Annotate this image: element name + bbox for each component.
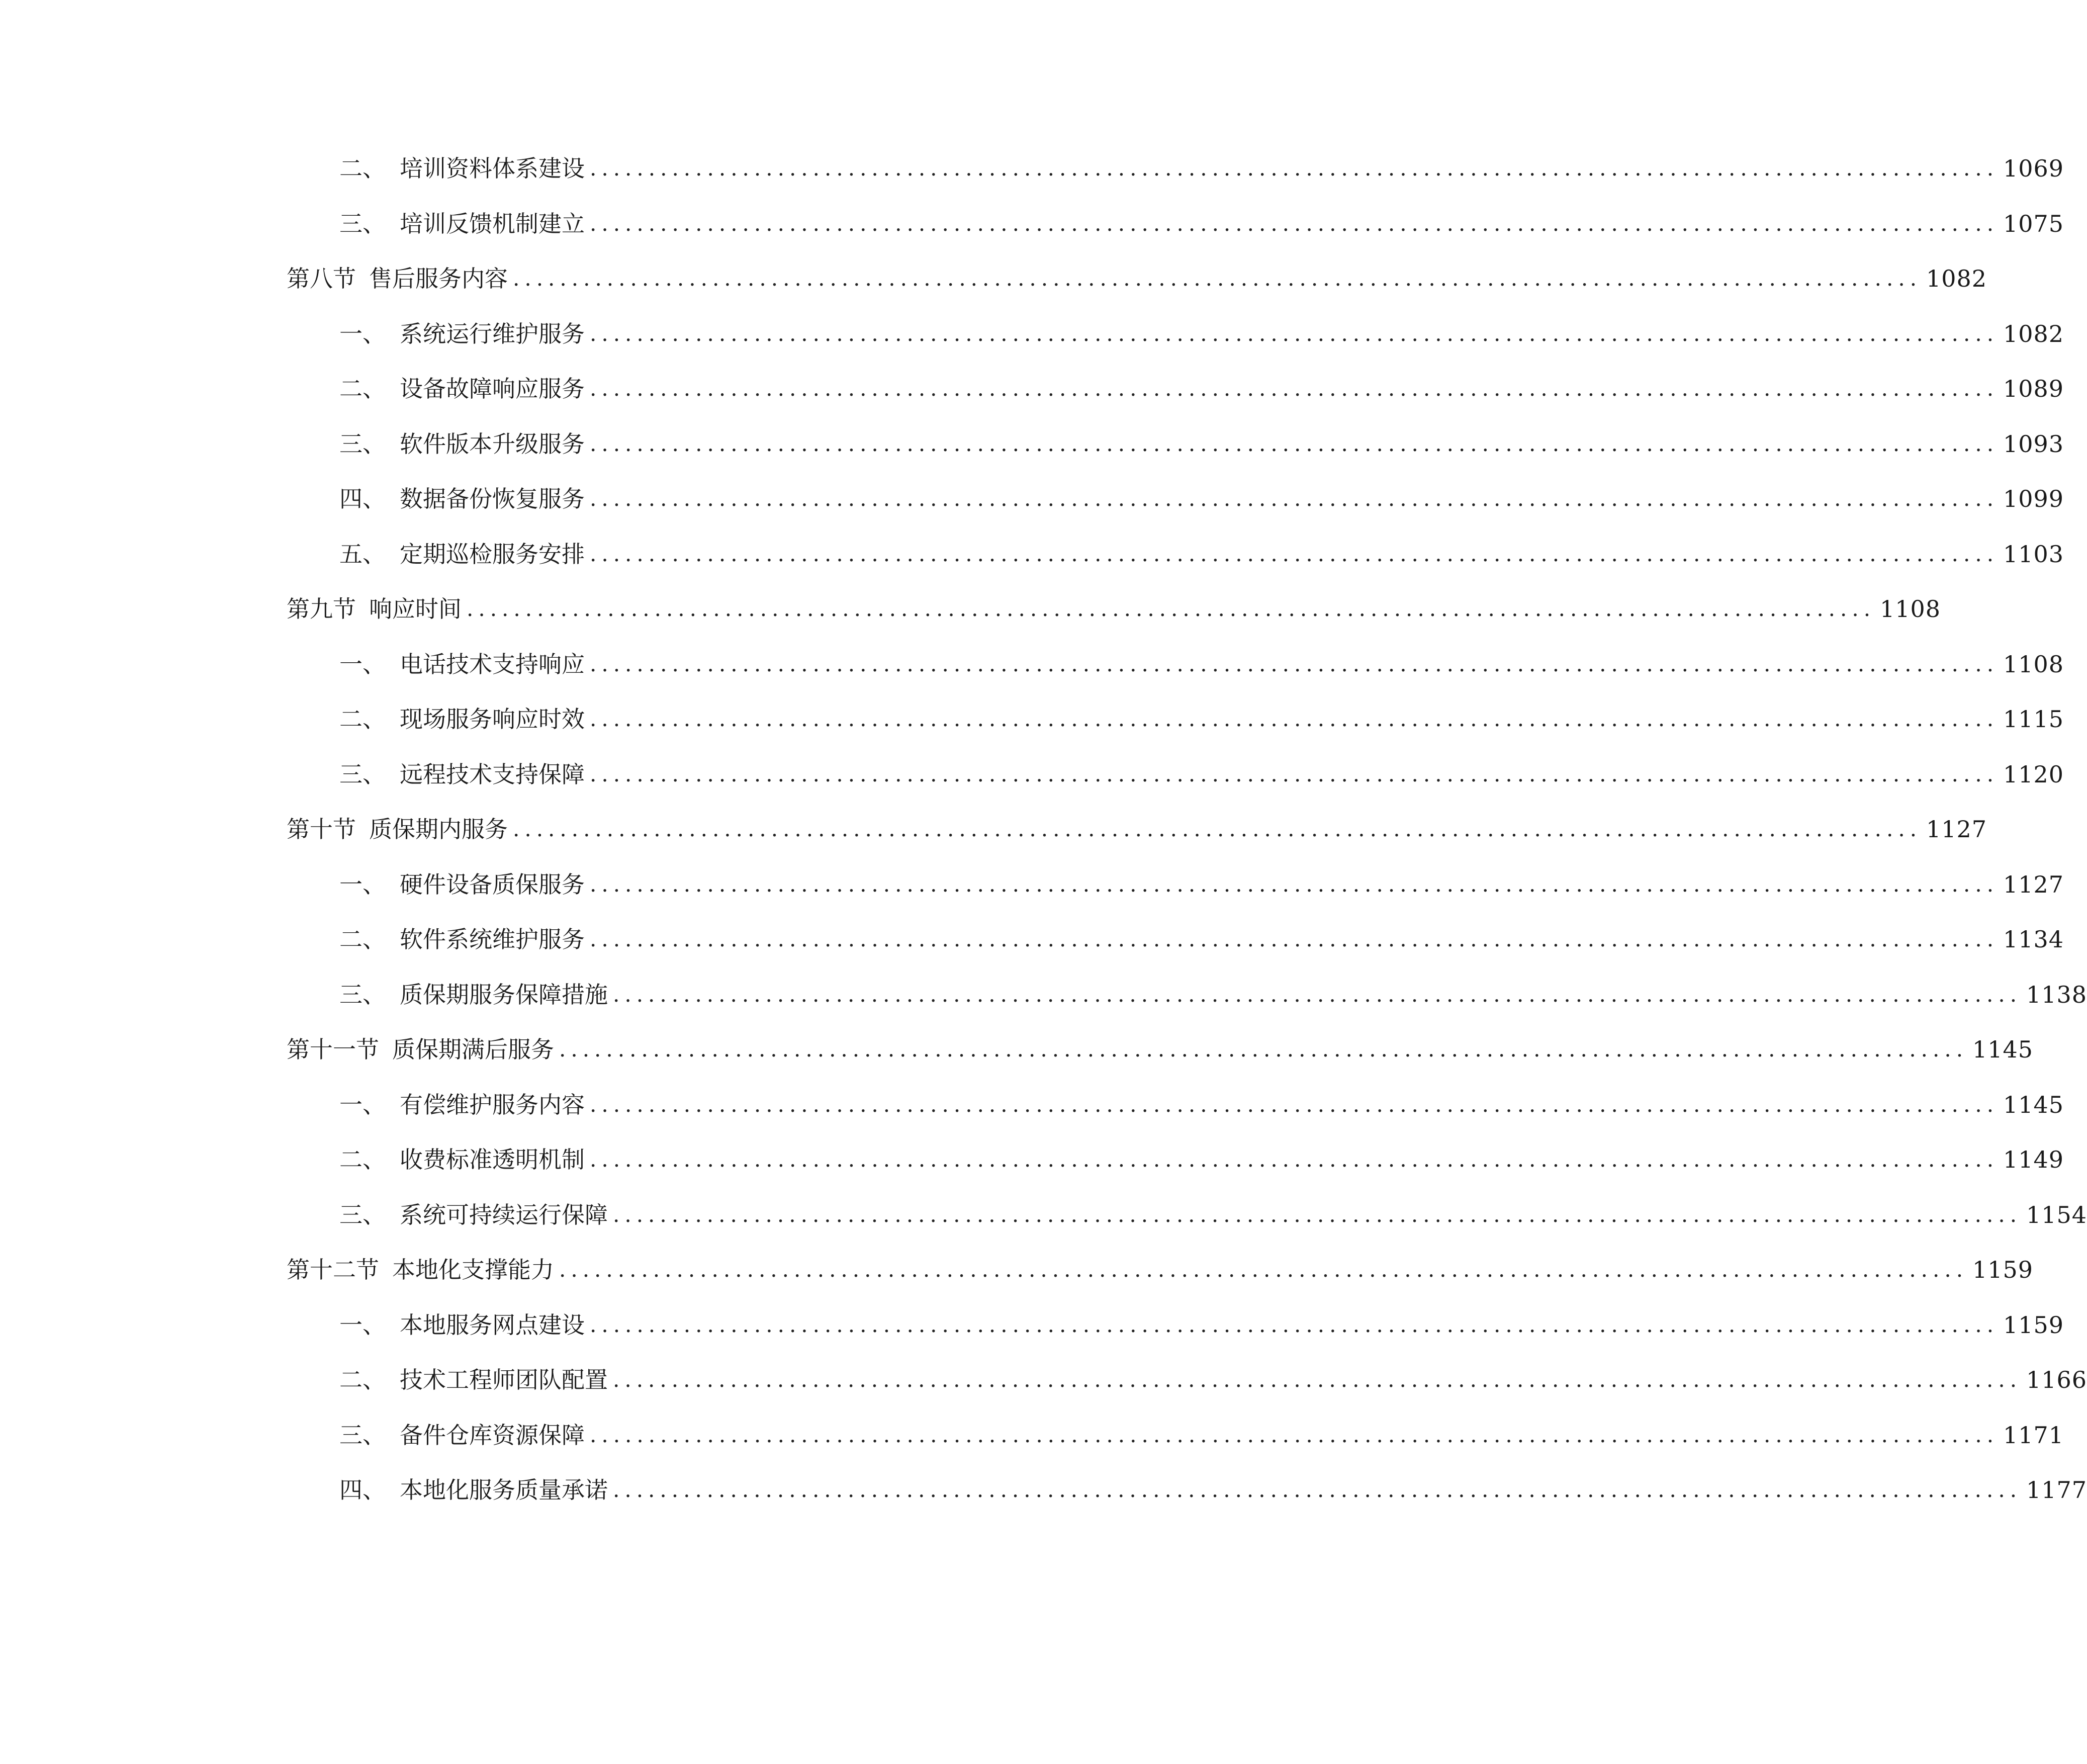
toc-entry-page: 1166 <box>2026 1366 2087 1393</box>
toc-entry-number: 二、 <box>339 1146 386 1173</box>
toc-entry-page: 1075 <box>2003 210 2064 237</box>
toc-entry-page: 1171 <box>2003 1422 2064 1449</box>
toc-section-title: 响应时间 <box>369 595 462 623</box>
toc-entry-number: 四、 <box>339 485 386 512</box>
toc-entry-content <box>287 809 1987 849</box>
toc-entry-number: 二、 <box>339 926 386 953</box>
toc-entry-page: 1134 <box>2003 926 2064 953</box>
toc-entry-content <box>339 1195 2087 1235</box>
toc-entry-title: 定期巡检服务安排 <box>400 541 585 568</box>
toc-section-page: 1145 <box>1972 1036 2034 1063</box>
dot-leader: ........................................................................................................................ <box>613 1367 2022 1392</box>
dot-leader: ........................................................................................................................ <box>590 156 1999 181</box>
dot-leader: ........................................................................................................................ <box>590 1423 1999 1447</box>
toc-entry-page: 1069 <box>2003 155 2064 182</box>
dot-leader: ........................................................................................................................ <box>590 707 1999 731</box>
toc-entry-content <box>339 314 2064 354</box>
toc-entry-number: 一、 <box>339 320 386 347</box>
toc-entry[interactable] <box>0 1415 2064 1455</box>
toc-entry-page: 1145 <box>2003 1091 2064 1118</box>
toc-entry-title: 软件版本升级服务 <box>400 430 585 458</box>
toc-entry-title: 技术工程师团队配置 <box>400 1366 608 1393</box>
toc-entry-content <box>339 864 2064 905</box>
dot-leader: ........................................................................................................................ <box>613 982 2022 1007</box>
toc-entry-number: 二、 <box>339 375 386 402</box>
toc-section-page: 1159 <box>1972 1256 2034 1283</box>
toc-entry[interactable] <box>0 644 2064 684</box>
toc-entry[interactable] <box>0 148 2064 189</box>
toc-entry[interactable] <box>0 1139 2064 1180</box>
dot-leader: ........................................................................................................................ <box>590 1312 1999 1337</box>
toc-entry-page: 1089 <box>2003 375 2064 402</box>
toc-entry-title: 远程技术支持保障 <box>400 761 585 788</box>
dot-leader: ........................................................................................................................ <box>613 1202 2022 1227</box>
toc-section[interactable] <box>0 258 1987 299</box>
dot-leader: ........................................................................................................................ <box>590 211 1999 236</box>
toc-section-number: 第九节 <box>287 595 356 623</box>
toc-section[interactable] <box>0 1029 2034 1070</box>
toc-entry-title: 软件系统维护服务 <box>400 926 585 953</box>
toc-entry[interactable] <box>0 204 2064 244</box>
toc-entry-number: 三、 <box>339 981 386 1008</box>
toc-entry-title: 系统可持续运行保障 <box>400 1201 608 1228</box>
toc-section-title: 质保期内服务 <box>369 816 508 843</box>
toc-section-number: 第十一节 <box>287 1036 379 1063</box>
toc-entry-content <box>339 644 2064 684</box>
toc-entry-page: 1120 <box>2003 761 2064 788</box>
toc-entry-content <box>339 975 2087 1015</box>
toc-entry-content <box>339 1305 2064 1345</box>
toc-entry-title: 收费标准透明机制 <box>400 1146 585 1173</box>
toc-section-title: 质保期满后服务 <box>392 1036 554 1063</box>
toc-entry-number: 二、 <box>339 1366 386 1393</box>
toc-entry-content <box>287 589 1941 629</box>
toc-entry-page: 1115 <box>2003 705 2064 733</box>
toc-entry-content <box>339 1085 2064 1125</box>
toc-section-page: 1108 <box>1880 595 1941 623</box>
toc-entry[interactable] <box>0 314 2064 354</box>
toc-entry-number: 五、 <box>339 541 386 568</box>
toc-entry-content <box>339 699 2064 739</box>
dot-leader: ........................................................................................................................ <box>559 1257 1968 1282</box>
toc-entry-content <box>339 754 2064 795</box>
toc-section-number: 第十节 <box>287 816 356 843</box>
toc-entry-number: 三、 <box>339 430 386 458</box>
toc-entry[interactable] <box>0 1085 2064 1125</box>
toc-entry-title: 本地服务网点建设 <box>400 1311 585 1339</box>
toc-entry-page: 1149 <box>2003 1146 2064 1173</box>
toc-entry-number: 三、 <box>339 1201 386 1228</box>
toc-entry-content <box>339 534 2064 574</box>
toc-entry-title: 现场服务响应时效 <box>400 705 585 733</box>
toc-entry-title: 培训资料体系建设 <box>400 155 585 182</box>
toc-entry-title: 设备故障响应服务 <box>400 375 585 402</box>
toc-entry-content <box>339 1360 2087 1400</box>
dot-leader: ........................................................................................................................ <box>590 376 1999 401</box>
dot-leader: ........................................................................................................................ <box>590 927 1999 951</box>
toc-entry-content <box>339 479 2064 519</box>
toc-entry-number: 一、 <box>339 1311 386 1339</box>
toc-entry[interactable] <box>0 699 2064 739</box>
toc-entry-title: 硬件设备质保服务 <box>400 871 585 898</box>
toc-entry-title: 备件仓库资源保障 <box>400 1422 585 1449</box>
toc-section[interactable] <box>0 1250 2034 1290</box>
toc-entry-content <box>339 1415 2064 1455</box>
toc-entry-number: 三、 <box>339 1422 386 1449</box>
toc-section-number: 第八节 <box>287 265 356 292</box>
toc-entry-content <box>287 258 1987 299</box>
dot-leader: ........................................................................................................................ <box>590 321 1999 346</box>
toc-entry-page: 1093 <box>2003 430 2064 458</box>
toc-entry-number: 二、 <box>339 705 386 733</box>
toc-entry-content <box>339 204 2064 244</box>
toc-entry-number: 一、 <box>339 1091 386 1118</box>
toc-entry[interactable] <box>0 369 2064 409</box>
toc-section-page: 1127 <box>1926 816 1987 843</box>
toc-entry-page: 1099 <box>2003 485 2064 512</box>
toc-entry[interactable] <box>0 1305 2064 1345</box>
toc-section[interactable] <box>0 809 1987 849</box>
dot-leader: ........................................................................................................................ <box>513 817 1922 841</box>
toc-entry-number: 三、 <box>339 210 386 237</box>
toc-entry-page: 1159 <box>2003 1311 2064 1339</box>
dot-leader: ........................................................................................................................ <box>590 652 1999 676</box>
toc-entry-content <box>339 369 2064 409</box>
toc-entry-title: 电话技术支持响应 <box>400 651 585 678</box>
dot-leader: ........................................................................................................................ <box>513 266 1922 291</box>
toc-entry[interactable] <box>0 754 2064 795</box>
toc-entry-content <box>339 1139 2064 1180</box>
toc-section[interactable] <box>0 589 1941 629</box>
toc-entry-content <box>339 424 2064 464</box>
dot-leader: ........................................................................................................................ <box>590 431 1999 456</box>
dot-leader: ........................................................................................................................ <box>590 762 1999 786</box>
toc-entry-page: 1138 <box>2026 981 2087 1008</box>
toc-entry-title: 质保期服务保障措施 <box>400 981 608 1008</box>
toc-entry-content <box>339 1470 2087 1510</box>
toc-entry-number: 三、 <box>339 761 386 788</box>
toc-entry-title: 系统运行维护服务 <box>400 320 585 347</box>
toc-entry[interactable] <box>0 1360 2087 1400</box>
dot-leader: ........................................................................................................................ <box>559 1037 1968 1062</box>
toc-entry[interactable] <box>0 864 2064 905</box>
toc-entry-number: 一、 <box>339 651 386 678</box>
toc-entry-page: 1127 <box>2003 871 2064 898</box>
toc-entry-title: 本地化服务质量承诺 <box>400 1476 608 1504</box>
dot-leader: ........................................................................................................................ <box>590 872 1999 897</box>
dot-leader: ........................................................................................................................ <box>590 542 1999 566</box>
toc-entry-number: 二、 <box>339 155 386 182</box>
toc-entry-page: 1108 <box>2003 651 2064 678</box>
dot-leader: ........................................................................................................................ <box>613 1477 2022 1502</box>
toc-entry[interactable] <box>0 1470 2087 1510</box>
dot-leader: ........................................................................................................................ <box>590 486 1999 511</box>
toc-entry[interactable] <box>0 424 2064 464</box>
toc-entry[interactable] <box>0 975 2087 1015</box>
toc-section-title: 售后服务内容 <box>369 265 508 292</box>
toc-entry-content <box>287 1029 2034 1070</box>
toc-section-title: 本地化支撑能力 <box>392 1256 554 1283</box>
toc-entry-page: 1177 <box>2026 1476 2087 1504</box>
dot-leader: ........................................................................................................................ <box>467 596 1876 621</box>
toc-section-page: 1082 <box>1926 265 1987 292</box>
toc-entry-title: 培训反馈机制建立 <box>400 210 585 237</box>
toc-entry-page: 1154 <box>2026 1201 2087 1228</box>
toc-entry[interactable] <box>0 479 2064 519</box>
toc-entry-page: 1103 <box>2003 541 2064 568</box>
toc-entry-title: 有偿维护服务内容 <box>400 1091 585 1118</box>
toc-entry-title: 数据备份恢复服务 <box>400 485 585 512</box>
toc-entry-content <box>339 919 2064 959</box>
toc-entry[interactable] <box>0 919 2064 959</box>
toc-entry[interactable] <box>0 1195 2087 1235</box>
toc-section-number: 第十二节 <box>287 1256 379 1283</box>
dot-leader: ........................................................................................................................ <box>590 1092 1999 1117</box>
toc-entry-number: 一、 <box>339 871 386 898</box>
toc-entry-number: 四、 <box>339 1476 386 1504</box>
toc-entry[interactable] <box>0 534 2064 574</box>
dot-leader: ........................................................................................................................ <box>590 1147 1999 1172</box>
toc-entry-content <box>287 1250 2034 1290</box>
toc-entry-page: 1082 <box>2003 320 2064 347</box>
toc-entry-content <box>339 148 2064 189</box>
